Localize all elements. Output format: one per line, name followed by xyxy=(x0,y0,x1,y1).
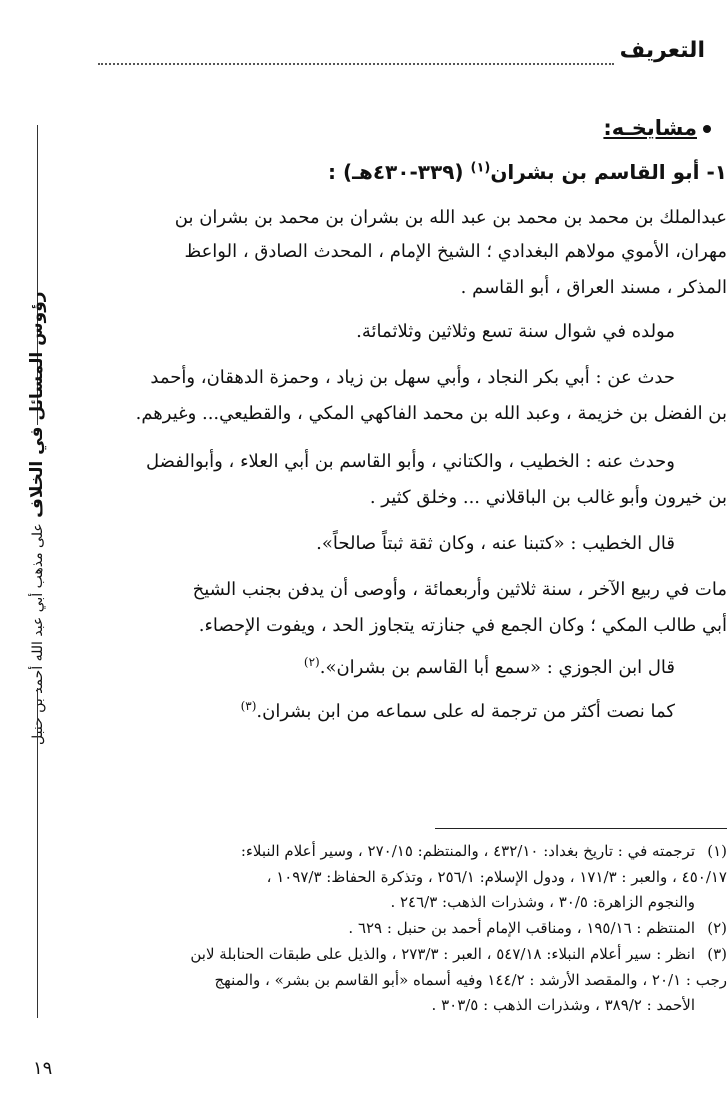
entry-dates: (٣٣٩-٤٣٠هـ) : xyxy=(328,160,464,184)
entry-note-ref: (١) xyxy=(470,160,491,176)
footnote-number: (٢) xyxy=(707,919,727,937)
footnote-3-line: الأحمد : ٣٨٩/٢ ، وشذرات الذهب : ٣٠٣/٥ . xyxy=(431,996,695,1014)
note-ref: (٣) xyxy=(240,699,257,713)
note-ref: (٢) xyxy=(303,655,320,669)
body-line-text: قال ابن الجوزي : «سمع أبا القاسم بن بشران». xyxy=(319,657,675,678)
footnote-3-line xyxy=(190,945,727,963)
body-line: بن خيرون وأبو غالب بن الباقلاني ... وخلق كثير . xyxy=(369,487,727,508)
side-book-title-subtitle: على مذهب أبي عبد الله أحمد بن حنبل xyxy=(30,523,46,745)
footnote-3-line: رجب : ٢٠/١ ، والمقصد الأرشد : ١٤٤/٢ وفيه أسماه «أبو القاسم بن بشر» ، والمنهج xyxy=(214,971,727,989)
section-heading-text: مشايخـه: xyxy=(603,116,697,140)
side-book-title-main: رؤوس المسائل في الخلاف xyxy=(27,291,47,518)
body-line-text: كما نصت أكثر من ترجمة له على سماعه من ابن بشران. xyxy=(256,701,675,722)
footnote-2-line xyxy=(348,919,727,937)
footnote-text: ترجمته في : تاريخ بغداد: ٤٣٢/١٠ ، والمنتظم: ٢٧٠/١٥ ، وسير أعلام النبلاء: xyxy=(240,842,695,860)
footnote-rule xyxy=(435,828,727,829)
footnote-1-line xyxy=(241,842,727,860)
entry-name: ١- أبو القاسم بن بشران xyxy=(490,160,727,184)
body-line-last xyxy=(241,699,675,722)
header-rule xyxy=(98,63,614,65)
running-header-title: التعريف xyxy=(619,38,705,63)
body-line: قال الخطيب : «كتبنا عنه ، وكان ثقة ثبتاً صالحاً». xyxy=(316,533,675,554)
section-heading xyxy=(603,116,711,140)
body-line-ibn-jawzi xyxy=(304,655,675,678)
entry-heading xyxy=(328,160,727,184)
footnote-number: (١) xyxy=(707,842,727,860)
page-number: ١٩ xyxy=(33,1058,53,1079)
footnote-text: المنتظم : ١٩٥/١٦ ، ومناقب الإمام أحمد بن حنبل : ٦٢٩ . xyxy=(348,919,695,937)
body-line: مهران، الأموي مولاهم البغدادي ؛ الشيخ الإمام ، المحدث الصادق ، الواعظ xyxy=(184,241,727,262)
body-line: وحدث عنه : الخطيب ، والكتاني ، وأبو القاسم بن أبي العلاء ، وأبوالفضل xyxy=(145,451,675,472)
body-line: بن الفضل بن خزيمة ، وعبد الله بن محمد الفاكهي المكي ، والقطيعي... وغيرهم. xyxy=(135,403,727,424)
footnote-text: انظر : سير أعلام النبلاء: ٥٤٧/١٨ ، العبر : ٢٧٣/٣ ، والذيل على طبقات الحنابلة لابن xyxy=(190,945,695,963)
body-line: مولده في شوال سنة تسع وثلاثين وثلاثمائة. xyxy=(356,321,675,342)
footnote-number: (٣) xyxy=(707,945,727,963)
body-line: المذكر ، مسند العراق ، أبو القاسم . xyxy=(460,277,727,298)
body-line: عبدالملك بن محمد بن محمد بن عبد الله بن بشران بن محمد بن بشران بن xyxy=(174,207,727,228)
side-rule-bottom xyxy=(37,688,38,1018)
body-line: أبي طالب المكي ؛ وكان الجمع في جنازته يتجاوز الحد ، ويفوت الإحصاء. xyxy=(198,615,727,636)
footnote-1-line: ٤٥٠/١٧ ، والعبر : ١٧١/٣ ، ودول الإسلام: ٢٥٦/١ ، وتذكرة الحفاظ: ١٠٩٧/٣ ، xyxy=(266,868,727,886)
footnote-1-line: والنجوم الزاهرة: ٣٠/٥ ، وشذرات الذهب: ٢٤٦/٣ . xyxy=(390,893,695,911)
bullet-icon xyxy=(703,125,711,133)
body-line: حدث عن : أبي بكر النجاد ، وأبي سهل بن زياد ، وحمزة الدهقان، وأحمد xyxy=(150,367,675,388)
body-line: مات في ربيع الآخر ، سنة ثلاثين وأربعمائة ، وأوصى أن يدفن بجنب الشيخ xyxy=(192,579,727,600)
